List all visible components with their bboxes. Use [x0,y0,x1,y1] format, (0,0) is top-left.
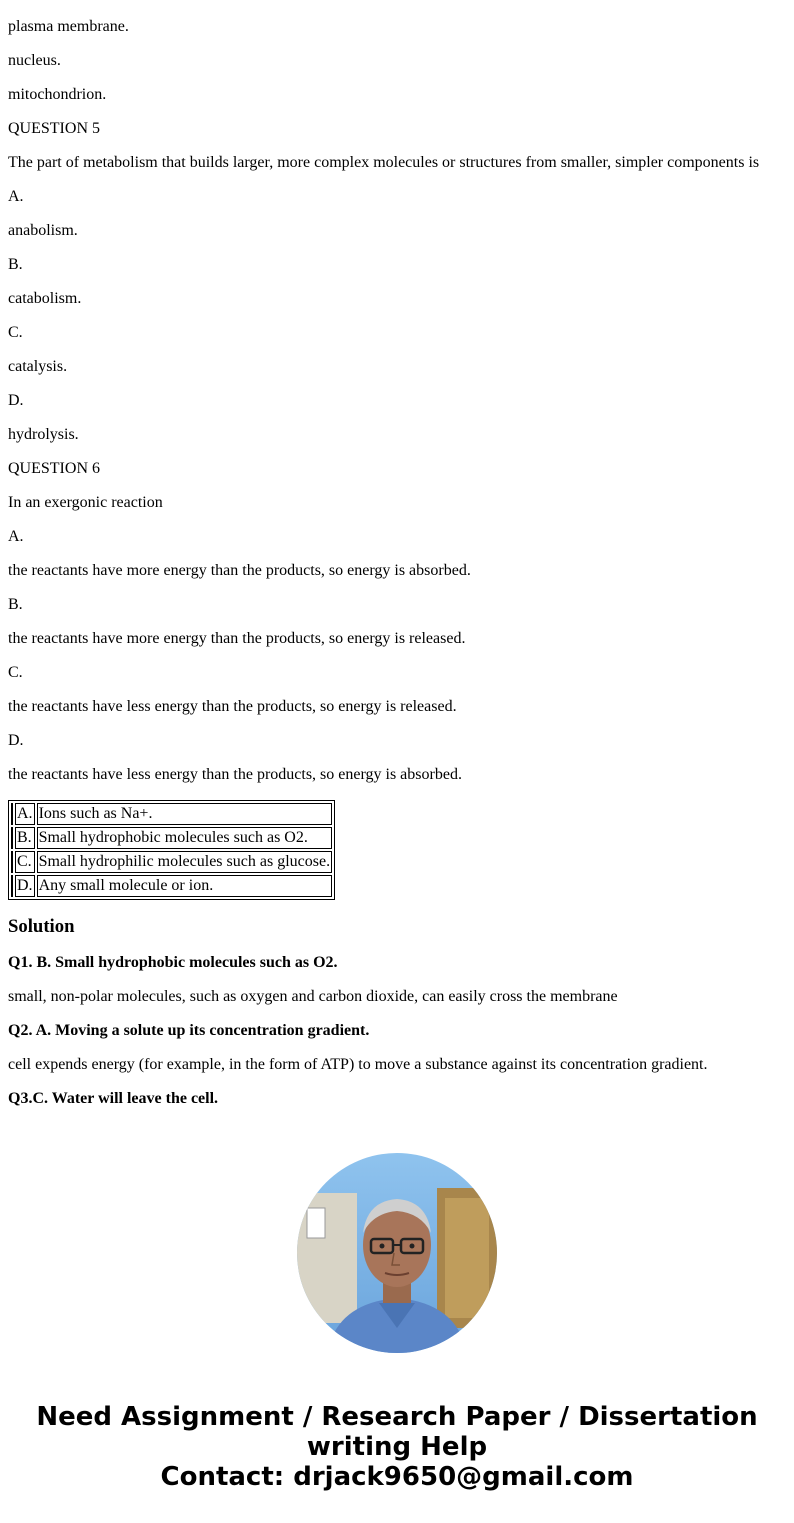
option-text: mitochondrion. [8,86,107,103]
option-text: anabolism. [8,222,78,239]
option-text: nucleus. [8,52,61,69]
banner-line: writing Help [306,1432,488,1462]
table-text-cell: Ions such as Na+. [37,803,333,825]
option-letter: C. [8,664,23,681]
option-text: hydrolysis. [8,426,79,443]
options-table [8,800,335,900]
contact-email: Contact: drjack9650@gmail.com [160,1462,634,1492]
solution-heading: Solution [8,916,75,937]
table-gutter-cell [11,875,13,897]
table-gutter-cell [11,803,13,825]
answer-q2: Q2. A. Moving a solute up its concentration gradient. [8,1022,370,1039]
table-row [11,803,332,825]
answer-q3: Q3.C. Water will leave the cell. [8,1090,219,1107]
banner-line: Need Assignment / Research Paper / Dissertation [36,1402,758,1432]
explanation-q2: cell expends energy (for example, in the form of ATP) to move a substance against its concentration gradient. [8,1056,708,1073]
table-gutter-cell [11,827,13,849]
table-text-cell: Small hydrophilic molecules such as glucose. [37,851,333,873]
option-text: catalysis. [8,358,68,375]
table-row [11,875,332,897]
table-text-cell: Any small molecule or ion. [37,875,333,897]
explanation-q1: small, non-polar molecules, such as oxygen and carbon dioxide, can easily cross the membrane [8,988,618,1005]
table-letter-cell: C. [15,851,35,873]
option-text: the reactants have less energy than the products, so energy is released. [8,698,457,715]
answer-q1: Q1. B. Small hydrophobic molecules such as O2. [8,954,338,971]
tutor-portrait-image [297,1153,497,1353]
question-text: In an exergonic reaction [8,494,163,511]
question-text: The part of metabolism that builds larger, more complex molecules or structures from smaller, simpler components is [8,154,760,171]
option-text: the reactants have less energy than the products, so energy is absorbed. [8,766,462,783]
document-content [8,0,786,1124]
option-letter: D. [8,732,24,749]
option-text: the reactants have more energy than the products, so energy is released. [8,630,466,647]
table-row [11,851,332,873]
contact-banner [0,1402,794,1492]
option-letter: C. [8,324,23,341]
option-letter: D. [8,392,24,409]
option-letter: B. [8,596,23,613]
question-heading: QUESTION 6 [8,460,100,477]
option-letter: A. [8,188,24,205]
table-text-cell: Small hydrophobic molecules such as O2. [37,827,333,849]
table-letter-cell: D. [15,875,35,897]
option-letter: B. [8,256,23,273]
table-gutter-cell [11,851,13,873]
option-text: catabolism. [8,290,82,307]
table-letter-cell: A. [15,803,35,825]
question-heading: QUESTION 5 [8,120,100,137]
option-text: plasma membrane. [8,18,129,35]
table-letter-cell: B. [15,827,35,849]
table-row [11,827,332,849]
option-text [8,0,786,2]
option-letter: A. [8,528,24,545]
tutor-avatar [297,1153,497,1353]
option-text: the reactants have more energy than the products, so energy is absorbed. [8,562,471,579]
